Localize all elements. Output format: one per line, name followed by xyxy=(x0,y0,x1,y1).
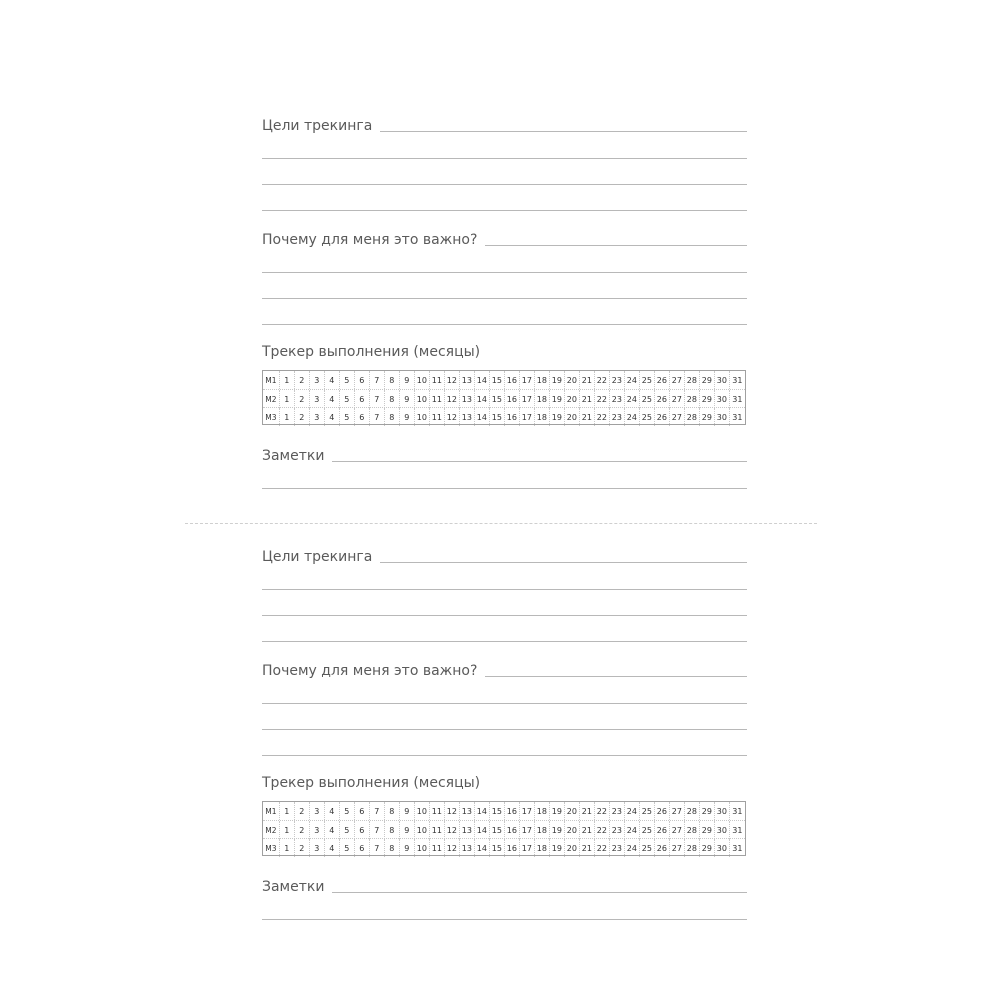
day-cell[interactable]: 24 xyxy=(625,821,640,839)
day-cell[interactable]: 28 xyxy=(685,408,700,426)
day-cell[interactable]: 9 xyxy=(400,802,415,820)
day-cell[interactable]: 20 xyxy=(565,839,580,857)
day-cell[interactable]: 21 xyxy=(580,390,595,408)
day-cell[interactable]: 17 xyxy=(520,839,535,857)
day-cell[interactable]: 11 xyxy=(430,839,445,857)
notes-label: Заметки xyxy=(262,448,325,464)
why-line[interactable] xyxy=(262,729,747,730)
goals-label: Цели трекинга xyxy=(262,549,373,565)
day-cell[interactable]: 13 xyxy=(460,802,475,820)
day-cell[interactable]: 8 xyxy=(385,371,400,389)
day-cell[interactable]: 7 xyxy=(370,390,385,408)
day-cell[interactable]: 14 xyxy=(475,408,490,426)
day-cell[interactable]: 2 xyxy=(295,371,310,389)
day-cell[interactable]: 3 xyxy=(310,839,325,857)
why-line[interactable] xyxy=(262,324,747,325)
day-cell[interactable]: 31 xyxy=(732,394,743,404)
day-cell[interactable]: 16 xyxy=(505,821,520,839)
day-cell[interactable]: 19 xyxy=(550,371,565,389)
why-line[interactable] xyxy=(262,703,747,704)
day-cell[interactable]: 21 xyxy=(580,408,595,426)
day-cell[interactable]: 10 xyxy=(415,802,430,820)
day-cell[interactable]: 30 xyxy=(715,390,730,408)
day-cell[interactable]: 2 xyxy=(295,839,310,857)
day-cell[interactable]: 27 xyxy=(670,839,685,857)
day-cell[interactable]: 27 xyxy=(670,408,685,426)
why-field xyxy=(262,232,747,248)
day-cell[interactable]: 25 xyxy=(640,390,655,408)
day-cell[interactable]: 9 xyxy=(400,371,415,389)
goals-line[interactable] xyxy=(262,615,747,616)
day-cell[interactable]: 17 xyxy=(520,802,535,820)
tracker-row xyxy=(263,838,745,857)
day-cell[interactable]: 22 xyxy=(595,839,610,857)
day-cell[interactable]: 15 xyxy=(490,390,505,408)
day-cell[interactable]: 20 xyxy=(565,390,580,408)
day-cell[interactable]: 18 xyxy=(535,390,550,408)
day-cell[interactable]: 12 xyxy=(445,371,460,389)
tracker-row xyxy=(263,820,745,839)
day-cell[interactable]: 18 xyxy=(535,802,550,820)
day-cell[interactable]: 1 xyxy=(280,821,295,839)
day-cell[interactable]: 5 xyxy=(340,408,355,426)
day-cell[interactable]: 25 xyxy=(640,821,655,839)
notes-line[interactable] xyxy=(332,461,747,462)
day-cell[interactable]: 18 xyxy=(535,371,550,389)
day-cell[interactable]: 27 xyxy=(670,371,685,389)
day-cell[interactable]: 5 xyxy=(340,802,355,820)
day-cell[interactable]: 26 xyxy=(655,839,670,857)
day-cell[interactable]: 1 xyxy=(280,839,295,857)
day-cell[interactable]: 20 xyxy=(565,821,580,839)
day-cell[interactable]: 30 xyxy=(715,371,730,389)
goals-label: Цели трекинга xyxy=(262,118,373,134)
day-cell[interactable]: 24 xyxy=(625,371,640,389)
day-cell[interactable]: 22 xyxy=(595,821,610,839)
day-cell[interactable]: 26 xyxy=(655,371,670,389)
day-cell[interactable]: 6 xyxy=(355,802,370,820)
day-cell[interactable]: 30 xyxy=(715,839,730,857)
day-cell[interactable]: 19 xyxy=(550,408,565,426)
day-cell[interactable]: 11 xyxy=(430,802,445,820)
day-cell[interactable]: 10 xyxy=(415,390,430,408)
day-cell[interactable]: 4 xyxy=(325,408,340,426)
day-cell[interactable]: 28 xyxy=(685,371,700,389)
day-cell[interactable]: 6 xyxy=(355,390,370,408)
day-cell[interactable]: 4 xyxy=(325,390,340,408)
day-cell[interactable]: 27 xyxy=(670,821,685,839)
day-cell[interactable]: 8 xyxy=(385,390,400,408)
dashed-cut-line xyxy=(185,523,817,524)
why-line[interactable] xyxy=(262,272,747,273)
tracker-row xyxy=(263,389,745,408)
day-cell[interactable]: 25 xyxy=(640,802,655,820)
month-tracker-grid xyxy=(262,370,746,425)
month-label: М2 xyxy=(263,390,280,408)
goals-line[interactable] xyxy=(262,589,747,590)
notes-line[interactable] xyxy=(332,892,747,893)
day-cell[interactable]: 27 xyxy=(670,802,685,820)
day-cell[interactable]: 30 xyxy=(715,821,730,839)
day-cell[interactable]: 19 xyxy=(550,821,565,839)
day-cell[interactable]: 29 xyxy=(700,821,715,839)
notes-field xyxy=(262,879,747,895)
day-cell[interactable]: 7 xyxy=(370,839,385,857)
day-cell[interactable]: 3 xyxy=(310,821,325,839)
day-cell[interactable]: 20 xyxy=(565,408,580,426)
day-cell[interactable]: 14 xyxy=(475,839,490,857)
day-cell[interactable]: 15 xyxy=(490,839,505,857)
day-cell[interactable]: 13 xyxy=(460,390,475,408)
day-cell[interactable]: 4 xyxy=(325,821,340,839)
day-cell[interactable]: 23 xyxy=(610,802,625,820)
day-cell[interactable]: 27 xyxy=(670,390,685,408)
day-cell[interactable]: 10 xyxy=(415,821,430,839)
day-cell[interactable]: 16 xyxy=(505,390,520,408)
day-cell[interactable]: 8 xyxy=(385,408,400,426)
day-cell[interactable]: 13 xyxy=(460,408,475,426)
day-cell[interactable]: 13 xyxy=(460,821,475,839)
day-cell[interactable]: 23 xyxy=(610,371,625,389)
day-cell[interactable]: 9 xyxy=(400,839,415,857)
day-cell[interactable]: 23 xyxy=(610,839,625,857)
day-cell[interactable]: 19 xyxy=(550,839,565,857)
goals-line[interactable] xyxy=(262,641,747,642)
month-label: М2 xyxy=(263,821,280,839)
day-cell[interactable]: 26 xyxy=(655,390,670,408)
why-field xyxy=(262,663,747,679)
day-cell[interactable]: 11 xyxy=(430,408,445,426)
tracker-row xyxy=(263,407,745,426)
day-cell[interactable]: 9 xyxy=(400,821,415,839)
notes-line[interactable] xyxy=(262,488,747,489)
day-cell[interactable]: 5 xyxy=(340,839,355,857)
day-cell[interactable]: 1 xyxy=(280,802,295,820)
day-cell[interactable]: 14 xyxy=(475,802,490,820)
day-cell[interactable]: 25 xyxy=(640,408,655,426)
day-cell[interactable]: 3 xyxy=(310,390,325,408)
day-cell[interactable]: 29 xyxy=(700,802,715,820)
day-cell[interactable]: 18 xyxy=(535,408,550,426)
day-cell[interactable]: 17 xyxy=(520,821,535,839)
day-cell[interactable]: 15 xyxy=(490,408,505,426)
day-cell[interactable]: 31 xyxy=(732,843,743,853)
day-cell[interactable]: 21 xyxy=(580,802,595,820)
day-cell[interactable]: 24 xyxy=(625,408,640,426)
day-cell[interactable]: 3 xyxy=(310,802,325,820)
day-cell[interactable]: 20 xyxy=(565,802,580,820)
day-cell[interactable]: 31 xyxy=(732,806,743,816)
day-cell[interactable]: 17 xyxy=(520,408,535,426)
day-cell[interactable]: 28 xyxy=(685,839,700,857)
day-cell[interactable]: 29 xyxy=(700,408,715,426)
day-cell[interactable]: 4 xyxy=(325,839,340,857)
goals-line[interactable] xyxy=(262,184,747,185)
goals-line[interactable] xyxy=(380,131,747,132)
why-label: Почему для меня это важно? xyxy=(262,663,478,679)
month-label: М3 xyxy=(263,408,280,426)
day-cell[interactable]: 19 xyxy=(550,390,565,408)
day-cell[interactable]: 23 xyxy=(610,390,625,408)
day-cell[interactable]: 11 xyxy=(430,371,445,389)
why-line[interactable] xyxy=(262,298,747,299)
day-cell[interactable]: 7 xyxy=(370,821,385,839)
day-cell[interactable]: 9 xyxy=(400,390,415,408)
day-cell[interactable]: 14 xyxy=(475,390,490,408)
day-cell[interactable]: 24 xyxy=(625,839,640,857)
day-cell[interactable]: 4 xyxy=(325,802,340,820)
day-cell[interactable]: 29 xyxy=(700,390,715,408)
day-cell[interactable]: 7 xyxy=(370,408,385,426)
day-cell[interactable]: 5 xyxy=(340,821,355,839)
tracking-section-2 xyxy=(262,549,747,929)
day-cell[interactable]: 28 xyxy=(685,390,700,408)
day-cell[interactable]: 10 xyxy=(415,371,430,389)
day-cell[interactable]: 6 xyxy=(355,839,370,857)
day-cell[interactable]: 16 xyxy=(505,371,520,389)
day-cell[interactable]: 2 xyxy=(295,390,310,408)
month-label: М1 xyxy=(263,371,280,389)
why-line[interactable] xyxy=(485,676,747,677)
day-cell[interactable]: 18 xyxy=(535,839,550,857)
day-cell[interactable]: 24 xyxy=(625,390,640,408)
day-cell[interactable]: 21 xyxy=(580,371,595,389)
tracking-section-1 xyxy=(262,118,747,498)
day-cell[interactable]: 11 xyxy=(430,821,445,839)
day-cell[interactable]: 5 xyxy=(340,371,355,389)
day-cell[interactable]: 14 xyxy=(475,821,490,839)
day-cell[interactable]: 23 xyxy=(610,408,625,426)
day-cell[interactable]: 5 xyxy=(340,390,355,408)
goals-field xyxy=(262,549,747,565)
day-cell[interactable]: 16 xyxy=(505,839,520,857)
why-line[interactable] xyxy=(485,245,747,246)
why-label: Почему для меня это важно? xyxy=(262,232,478,248)
day-cell[interactable]: 25 xyxy=(640,839,655,857)
day-cell[interactable]: 22 xyxy=(595,371,610,389)
day-cell[interactable]: 31 xyxy=(732,825,743,835)
day-cell[interactable]: 29 xyxy=(700,839,715,857)
day-cell[interactable]: 30 xyxy=(715,408,730,426)
day-cell[interactable]: 15 xyxy=(490,821,505,839)
day-cell[interactable]: 10 xyxy=(415,839,430,857)
month-label: М3 xyxy=(263,839,280,857)
day-cell[interactable]: 12 xyxy=(445,821,460,839)
day-cell[interactable]: 17 xyxy=(520,371,535,389)
day-cell[interactable]: 28 xyxy=(685,802,700,820)
day-cell[interactable]: 6 xyxy=(355,408,370,426)
day-cell[interactable]: 7 xyxy=(370,802,385,820)
day-cell[interactable]: 12 xyxy=(445,839,460,857)
month-tracker-grid xyxy=(262,801,746,856)
day-cell[interactable]: 12 xyxy=(445,390,460,408)
day-cell[interactable]: 8 xyxy=(385,802,400,820)
day-cell[interactable]: 17 xyxy=(520,390,535,408)
notes-field xyxy=(262,448,747,464)
day-cell[interactable]: 15 xyxy=(490,371,505,389)
notes-line[interactable] xyxy=(262,919,747,920)
day-cell[interactable]: 21 xyxy=(580,821,595,839)
day-cell[interactable]: 26 xyxy=(655,821,670,839)
day-cell[interactable]: 30 xyxy=(715,802,730,820)
day-cell[interactable]: 6 xyxy=(355,371,370,389)
tracker-row xyxy=(263,371,745,389)
day-cell[interactable]: 8 xyxy=(385,821,400,839)
tracker-title: Трекер выполнения (месяцы) xyxy=(262,344,481,360)
day-cell[interactable]: 1 xyxy=(280,408,295,426)
day-cell[interactable]: 20 xyxy=(565,371,580,389)
day-cell[interactable]: 29 xyxy=(700,371,715,389)
day-cell[interactable]: 12 xyxy=(445,802,460,820)
day-cell[interactable]: 3 xyxy=(310,408,325,426)
day-cell[interactable]: 22 xyxy=(595,408,610,426)
day-cell[interactable]: 21 xyxy=(580,839,595,857)
day-cell[interactable]: 7 xyxy=(370,371,385,389)
goals-line[interactable] xyxy=(262,158,747,159)
day-cell[interactable]: 26 xyxy=(655,802,670,820)
day-cell[interactable]: 3 xyxy=(310,371,325,389)
day-cell[interactable]: 16 xyxy=(505,802,520,820)
day-cell[interactable]: 13 xyxy=(460,839,475,857)
tracker-title: Трекер выполнения (месяцы) xyxy=(262,775,481,791)
month-label: М1 xyxy=(263,802,280,820)
day-cell[interactable]: 1 xyxy=(280,390,295,408)
day-cell[interactable]: 8 xyxy=(385,839,400,857)
day-cell[interactable]: 22 xyxy=(595,802,610,820)
day-cell[interactable]: 9 xyxy=(400,408,415,426)
day-cell[interactable]: 14 xyxy=(475,371,490,389)
day-cell[interactable]: 1 xyxy=(280,371,295,389)
day-cell[interactable]: 4 xyxy=(325,371,340,389)
day-cell[interactable]: 23 xyxy=(610,821,625,839)
day-cell[interactable]: 31 xyxy=(732,375,743,385)
day-cell[interactable]: 28 xyxy=(685,821,700,839)
goals-line[interactable] xyxy=(262,210,747,211)
day-cell[interactable]: 10 xyxy=(415,408,430,426)
notes-label: Заметки xyxy=(262,879,325,895)
why-line[interactable] xyxy=(262,755,747,756)
day-cell[interactable]: 13 xyxy=(460,371,475,389)
goals-line[interactable] xyxy=(380,562,747,563)
day-cell[interactable]: 25 xyxy=(640,371,655,389)
day-cell[interactable]: 24 xyxy=(625,802,640,820)
tracker-row xyxy=(263,802,745,820)
goals-field xyxy=(262,118,747,134)
day-cell[interactable]: 15 xyxy=(490,802,505,820)
day-cell[interactable]: 2 xyxy=(295,802,310,820)
day-cell[interactable]: 11 xyxy=(430,390,445,408)
day-cell[interactable]: 22 xyxy=(595,390,610,408)
day-cell[interactable]: 19 xyxy=(550,802,565,820)
day-cell[interactable]: 26 xyxy=(655,408,670,426)
day-cell[interactable]: 2 xyxy=(295,408,310,426)
day-cell[interactable]: 31 xyxy=(732,412,743,422)
day-cell[interactable]: 16 xyxy=(505,408,520,426)
day-cell[interactable]: 12 xyxy=(445,408,460,426)
day-cell[interactable]: 2 xyxy=(295,821,310,839)
day-cell[interactable]: 18 xyxy=(535,821,550,839)
day-cell[interactable]: 6 xyxy=(355,821,370,839)
